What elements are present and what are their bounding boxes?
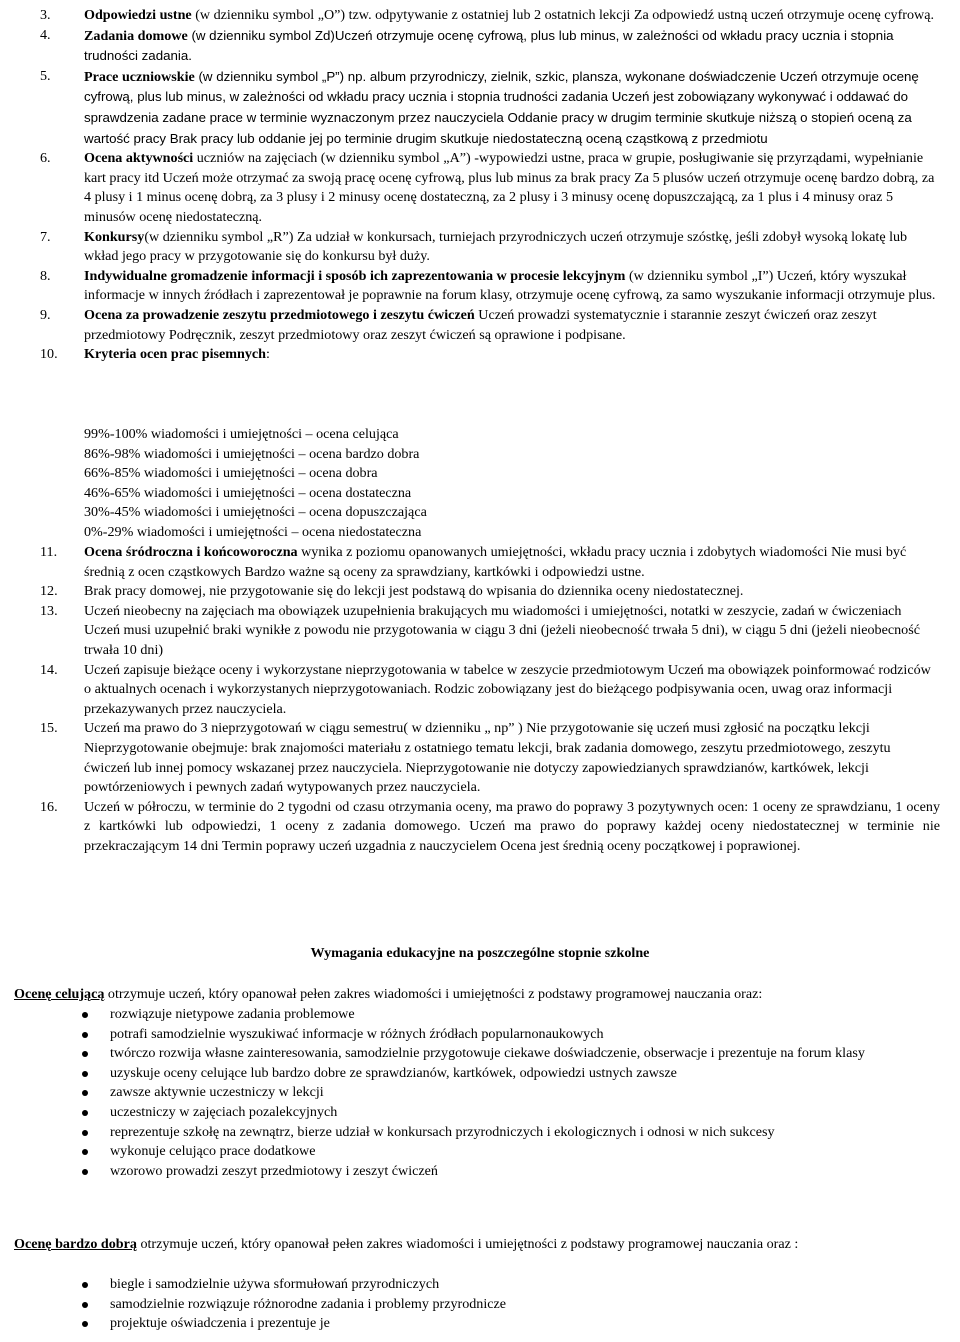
numbered-item: [0, 345, 960, 365]
bullet-item: [0, 1123, 940, 1143]
bullet-text: wykonuje celująco prace dodatkowe: [110, 1143, 316, 1160]
item-number: 8.: [40, 267, 51, 284]
numbered-item: [0, 582, 960, 602]
item-heading: Kryteria ocen prac pisemnych: [84, 346, 267, 363]
item-heading: Odpowiedzi ustne: [84, 7, 192, 23]
bullet-text: rozwiązuje nietypowe zadania problemowe: [110, 1006, 355, 1022]
item-heading: Ocena aktywności: [84, 150, 194, 167]
item-number: 16.: [40, 798, 58, 815]
grade-celujaca-text: otrzymuje uczeń, który opanował pełen zakres wiadomości i umiejętności z podstawy programowej nauczania oraz:: [104, 986, 763, 1002]
item-number: 14.: [40, 661, 58, 678]
item-text: Uczeń ma prawo do 3 nieprzygotowań w ciągu semestru( w dzienniku „ np” ) Nie przygotowanie się uczeń musi zgłosić na początku lekcji Nieprzygotowanie obejmuje: brak znajomości materiału z ostatniego tematu lekcji, brak zadania domowego, zeszytu przedmiotowego, zeszytu ćwiczeń lub innej pomocy wskazanej przez nauczyciela. Nieprzygotowanie nie dotyczy zapowiedzianych sprawdzianów, kartkówek, lekcji powtórzeniowych i pewnych zadań wytypowanych przez nauczyciela.: [84, 720, 891, 796]
item-number: 15.: [40, 720, 58, 737]
bullet-item: [0, 1103, 940, 1123]
bullet-icon: [82, 1012, 88, 1018]
item-text: uczniów na zajęciach (w dzienniku symbol „A”) -wypowiedzi ustne, praca w grupie, posługiwanie się przyrządami, wypełnianie kart pracy itd Uczeń może otrzymać za swoją pracę ocenę cyfrową, plus lub minus za brak pracy Za 5 plusów uczeń otrzymuje ocenę bardzo dobrą, za 4 plusy i 1 minus ocenę dobrą, za 3 plusy i 2 minusy ocenę dostateczną, za 2 plusy i 3 minusy ocenę dopuszczającą, za 1 plus i 4 minusy oraz 5 minusów ocenę niedostateczną.: [84, 150, 935, 225]
numbered-item: [0, 543, 960, 582]
item-number: 10.: [40, 346, 58, 363]
criteria-row: 86%-98% wiadomości i umiejętności – ocena bardzo dobra: [84, 445, 420, 462]
criteria-row: 99%-100% wiadomości i umiejętności – ocena celująca: [84, 426, 399, 442]
item-text: (w dzienniku symbol „I”) Uczeń, który wyszukał informacje w innych źródłach i zaprezentował je poprawnie na forum klasy, otrzymuje ocenę cyfrową, za samo wyszukanie informacji otrzymuje plus.: [84, 267, 936, 304]
item-text: Brak pracy domowej, nie przygotowanie się do lekcji jest podstawą do wpisania do dziennika oceny niedostatecznej.: [84, 583, 744, 600]
bullet-text: potrafi samodzielnie wyszukiwać informacje w różnych źródłach popularnonaukowych: [110, 1025, 604, 1042]
grade-bdb-text: otrzymuje uczeń, który opanował pełen zakres wiadomości i umiejętności z podstawy programowej nauczania oraz :: [136, 1236, 799, 1252]
bullet-item: [0, 1083, 940, 1103]
bullet-icon: [82, 1051, 88, 1057]
item-number: 6.: [40, 150, 51, 167]
bullet-text: zawsze aktywnie uczestniczy w lekcji: [110, 1084, 324, 1101]
bullet-text: projektuje oświadczenia i prezentuje je: [110, 1315, 330, 1332]
item-heading: Ocena za prowadzenie zeszytu przedmiotowego i zeszytu ćwiczeń: [84, 306, 475, 323]
grade-bdb-list: [0, 1275, 940, 1334]
item-text: Uczeń nieobecny na zajęciach ma obowiązek uzupełnienia brakujących mu wiadomości i umiejętności, notatki w zeszycie, zadań w ćwiczeniach Uczeń musi uzupełnić braki wynikłe z powodu nie przygotowania w ciągu 3 dni (jeżeli nieobecność trwała 5 dni), w ciągu 5 dni (jeżeli nieobecność trwała 10 dni): [84, 602, 920, 658]
item-text: wynika z poziomu opanowanych umiejętności, wkładu pracy ucznia i zdobytych wiadomości Nie musi być średnią z ocen cząstkowych Bardzo ważne są oceny za sprawdziany, kartkówki i odpowiedzi ustne.: [84, 544, 907, 580]
item-text: :: [266, 346, 270, 363]
item-text: Uczeń prowadzi systematycznie i starannie zeszyt ćwiczeń oraz zeszyt przedmiotowy Podręcznik, zeszyt przedmiotowy oraz zeszyt ćwiczeń są oprawione i podpisane.: [84, 306, 877, 343]
item-number: 12.: [40, 583, 58, 600]
bullet-text: twórczo rozwija własne zainteresowania, samodzielnie przygotowuje ciekawe doświadczenie, obserwacje i prezentuje na forum klasy: [110, 1045, 865, 1062]
item-text: (w dzienniku symbol „R”) Za udział w konkursach, turniejach przyrodniczych uczeń otrzymuje szóstkę, jeśli zdobył wysoką lokatę lub wkład jego pracy w przygotowanie się do konkursu był duży.: [84, 228, 908, 265]
item-heading: Zadania domowe: [84, 27, 188, 44]
bullet-icon: [82, 1090, 88, 1096]
bullet-text: uczestniczy w zajęciach pozalekcyjnych: [110, 1103, 338, 1120]
numbered-item: [0, 798, 960, 857]
item-heading: Ocena śródroczna i końcoworoczna: [84, 544, 298, 560]
item-text: (w dzienniku symbol Zd)Uczeń otrzymuje ocenę cyfrową, plus lub minus, w zależności od wkładu pracy ucznia i stopnia trudności zadania.: [84, 27, 894, 64]
bullet-item: [0, 1295, 940, 1315]
bullet-item: [0, 1314, 940, 1334]
bullet-icon: [82, 1032, 88, 1038]
item-number: 13.: [40, 602, 58, 619]
item-number: 4.: [40, 26, 51, 43]
bullet-icon: [82, 1071, 88, 1077]
criteria-row: 0%-29% wiadomości i umiejętności – ocena niedostateczna: [84, 523, 422, 540]
bullet-item: [0, 1064, 940, 1084]
bullet-text: biegle i samodzielnie używa sformułowań przyrodniczych: [110, 1276, 440, 1292]
bullet-icon: [82, 1282, 88, 1288]
item-number: 5.: [40, 67, 51, 84]
numbered-item: [0, 267, 960, 306]
item-number: 11.: [40, 544, 58, 560]
numbered-item: [0, 67, 960, 149]
bullet-item: [0, 1025, 940, 1045]
numbered-item: [0, 719, 960, 797]
bullet-icon: [82, 1110, 88, 1116]
grade-celujaca-list: [0, 1005, 940, 1181]
section-title: Wymagania edukacyjne na poszczególne stopnie szkolne: [310, 945, 650, 961]
bullet-text: samodzielnie rozwiązuje różnorodne zadania i problemy przyrodnicze: [110, 1295, 507, 1312]
numbered-item: [0, 602, 960, 661]
item-number: 3.: [40, 7, 51, 23]
bullet-item: [0, 1142, 940, 1162]
numbered-item: [0, 6, 960, 26]
bullet-text: uzyskuje oceny celujące lub bardzo dobre ze sprawdzianów, kartkówek, odpowiedzi ustnych zawsze: [110, 1064, 677, 1081]
item-text: Uczeń w półroczu, w terminie do 2 tygodni od czasu otrzymania oceny, ma prawo do poprawy 3 pozytywnych ocen: 1 oceny ze sprawdzianu, 1 oceny z kartkówki lub odpowiedzi, 1 oceny z zadania domowego. Uczeń ma prawo do poprawy każdej oceny niedostatecznej w terminie nie przekraczającym 14 dni Termin poprawy uczeń uzgadnia z nauczycielem Ocena jest średnią oceny początkowej i poprawionej.: [84, 798, 940, 854]
criteria-list: [0, 425, 427, 543]
item-number: 9.: [40, 306, 51, 323]
bullet-text: reprezentuje szkołę na zewnątrz, bierze udział w konkursach przyrodniczych i ekologicznych i odnosi w nich sukcesy: [110, 1123, 775, 1140]
item-heading: Indywidualne gromadzenie informacji i sposób ich zaprezentowania w procesie lekcyjnym: [84, 267, 626, 284]
criteria-row: 66%-85% wiadomości i umiejętności – ocena dobra: [84, 465, 378, 482]
item-text: (w dzienniku symbol „P”) np. album przyrodniczy, zielnik, szkic, plansza, wykonane doświadczenie Uczeń otrzymuje ocenę cyfrową, plus lub minus, w zależności od wkładu pracy ucznia i stopnia trudności zadania Uczeń jest zobowiązany wykonywać i oddawać do sprawdzenia zadane prace w terminie wyznaczonym przez nauczyciela Oddanie pracy w drugim terminie skutkuje niższą o stopień oceną za wartość pracy Brak pracy lub oddanie jej po terminie drugim skutkuje niedostateczną oceną cząstkową z przedmiotu: [84, 68, 919, 146]
numbered-list-b: [0, 543, 960, 857]
item-text: (w dzienniku symbol „O”) tzw. odpytywanie z ostatniej lub 2 ostatnich lekcji Za odpowiedź ustną uczeń otrzymuje ocenę cyfrową.: [191, 7, 934, 23]
numbered-item: [0, 228, 960, 267]
grade-bdb-intro: [14, 1235, 940, 1255]
criteria-row: 30%-45% wiadomości i umiejętności – ocena dopuszczająca: [84, 504, 427, 521]
numbered-list-a: [0, 6, 960, 365]
numbered-item: [0, 661, 960, 720]
item-text: Uczeń zapisuje bieżące oceny i wykorzystane nieprzygotowania w tabelce w zeszycie przedmiotowym Uczeń ma obowiązek poinformować rodziców o aktualnych ocenach i wykorzystanych nieprzygotowaniach. Rodzic zobowiązany jest do bieżącego podpisywania ocen, uwag oraz informacji przekazywanych przez nauczyciela.: [84, 661, 931, 717]
bullet-item: [0, 1005, 940, 1025]
numbered-item: [0, 149, 960, 227]
item-heading: Prace uczniowskie: [84, 68, 195, 85]
grade-celujaca-label: Ocenę celującą: [14, 986, 105, 1002]
bullet-text: wzorowo prowadzi zeszyt przedmiotowy i zeszyt ćwiczeń: [110, 1162, 438, 1179]
item-number: 7.: [40, 228, 51, 245]
bullet-icon: [82, 1321, 88, 1327]
bullet-icon: [82, 1149, 88, 1155]
numbered-item: [0, 26, 960, 67]
bullet-item: [0, 1275, 940, 1295]
criteria-row: 46%-65% wiadomości i umiejętności – ocena dostateczna: [84, 484, 412, 501]
grade-bdb-label: Ocenę bardzo dobrą: [14, 1236, 137, 1252]
bullet-icon: [82, 1130, 88, 1136]
bullet-item: [0, 1162, 940, 1182]
bullet-icon: [82, 1302, 88, 1308]
grade-celujaca-intro: [14, 985, 940, 1005]
bullet-item: [0, 1044, 940, 1064]
numbered-item: [0, 306, 960, 345]
bullet-icon: [82, 1169, 88, 1175]
item-heading: Konkursy: [84, 228, 145, 245]
